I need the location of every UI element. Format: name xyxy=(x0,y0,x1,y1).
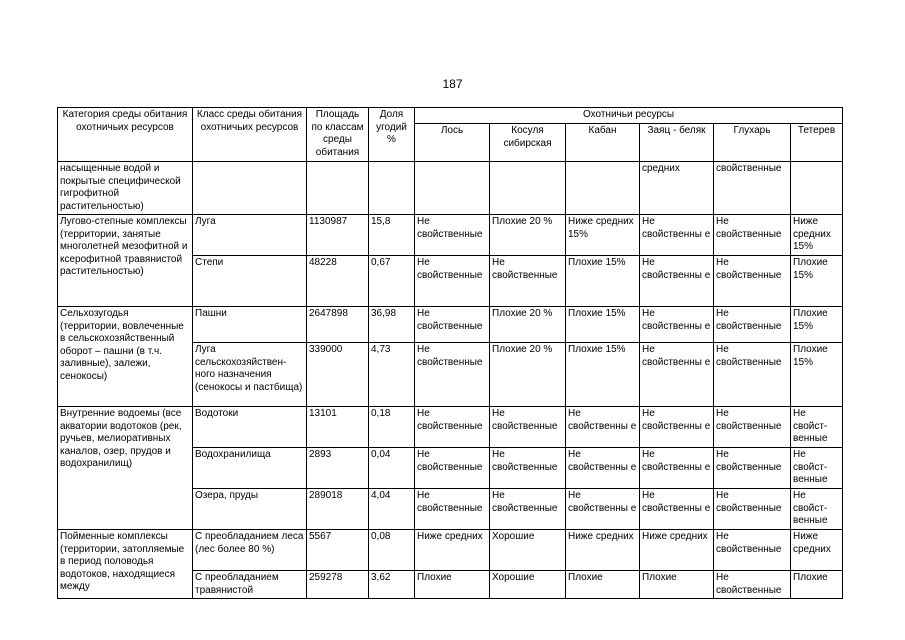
category-cell: насыщенные водой и покрытые специфической гигрофитной растительностью) xyxy=(58,162,193,215)
resource-value-cell: Ниже средних xyxy=(640,530,714,571)
resource-value-cell: Не свойственные xyxy=(415,256,490,307)
resource-value-cell: свойственные xyxy=(714,162,791,215)
resource-value-cell: Плохие 20 % xyxy=(490,307,566,343)
resource-value-cell: Не свойственные xyxy=(714,489,791,530)
table-row xyxy=(58,215,843,256)
resource-value-cell: Ниже средних 15% xyxy=(566,215,640,256)
table-row xyxy=(58,162,843,215)
class-cell: Степи xyxy=(193,256,307,307)
resource-value-cell: Не свойственные xyxy=(415,343,490,407)
class-cell: Водохранилища xyxy=(193,448,307,489)
resource-value-cell: Плохие 15% xyxy=(791,256,843,307)
resource-value-cell: Ниже средних xyxy=(791,530,843,571)
resource-value-cell: Не свойственные xyxy=(714,256,791,307)
resource-value-cell: Плохие 15% xyxy=(791,343,843,407)
category-cell: Пойменные комплексы (территории, затопляемые в период половодья водотоков, находящиеся между xyxy=(58,530,193,599)
resource-value-cell xyxy=(791,162,843,215)
resource-value-cell: Ниже средних xyxy=(415,530,490,571)
area-cell: 339000 xyxy=(307,343,369,407)
header-class: Класс среды обитания охотничьих ресурсов xyxy=(193,108,307,162)
resource-value-cell: Не свойст-венные xyxy=(791,407,843,448)
habitat-table xyxy=(57,107,843,599)
resource-value-cell: Не свойственны е xyxy=(640,489,714,530)
resource-value-cell: Плохие 20 % xyxy=(490,215,566,256)
share-cell: 0,04 xyxy=(369,448,415,489)
header-species-boar: Кабан xyxy=(566,124,640,162)
resource-value-cell xyxy=(566,162,640,215)
area-cell: 289018 xyxy=(307,489,369,530)
class-cell: Водотоки xyxy=(193,407,307,448)
share-cell xyxy=(369,162,415,215)
category-cell: Внутренние водоемы (все акватории водотоков (рек, ручьев, мелиоративных каналов, озер, прудов и водохранилищ) xyxy=(58,407,193,530)
resource-value-cell: Не свойственные xyxy=(714,307,791,343)
resource-value-cell: Не свойственные xyxy=(415,489,490,530)
table-row xyxy=(58,307,843,343)
class-cell: С преобладанием леса (лес более 80 %) xyxy=(193,530,307,571)
class-cell: С преобладанием травянистой xyxy=(193,571,307,599)
area-cell: 1130987 xyxy=(307,215,369,256)
resource-value-cell: Плохие 15% xyxy=(566,343,640,407)
header-resources: Охотничьи ресурсы xyxy=(415,108,843,124)
class-cell: Пашни xyxy=(193,307,307,343)
area-cell: 5567 xyxy=(307,530,369,571)
table-row xyxy=(58,407,843,448)
resource-value-cell: Не свойственные xyxy=(490,448,566,489)
page-number: 187 xyxy=(442,77,463,91)
resource-value-cell: Не свойственные xyxy=(714,215,791,256)
area-cell: 2893 xyxy=(307,448,369,489)
area-cell: 13101 xyxy=(307,407,369,448)
header-area: Площадь по классам среды обитания xyxy=(307,108,369,162)
area-cell: 259278 xyxy=(307,571,369,599)
resource-value-cell: Не свойст-венные xyxy=(791,489,843,530)
resource-value-cell: Не свойственные xyxy=(415,215,490,256)
class-cell xyxy=(193,162,307,215)
share-cell: 15,8 xyxy=(369,215,415,256)
header-species-hare: Заяц - беляк xyxy=(640,124,714,162)
share-cell: 36,98 xyxy=(369,307,415,343)
resource-value-cell: Хорошие xyxy=(490,571,566,599)
resource-value-cell: Не свойственны е xyxy=(640,448,714,489)
header-species-black-grouse: Тетерев xyxy=(791,124,843,162)
resource-value-cell: Не свойственные xyxy=(714,343,791,407)
header-species-roe-deer: Косуля сибирская xyxy=(490,124,566,162)
table-row xyxy=(58,530,843,571)
header-share: Доля угодий % xyxy=(369,108,415,162)
resource-value-cell: Не свойственные xyxy=(490,489,566,530)
share-cell: 4,04 xyxy=(369,489,415,530)
resource-value-cell: Не свойственны е xyxy=(640,215,714,256)
resource-value-cell: Не свойственны е xyxy=(566,489,640,530)
resource-value-cell: Не свойственные xyxy=(714,571,791,599)
resource-value-cell: Плохие 15% xyxy=(566,307,640,343)
resource-value-cell: Не свойственны е xyxy=(566,448,640,489)
area-cell xyxy=(307,162,369,215)
resource-value-cell: Не свойственные xyxy=(714,448,791,489)
resource-value-cell: Не свойственны е xyxy=(640,407,714,448)
header-species-capercaillie: Глухарь xyxy=(714,124,791,162)
resource-value-cell: Не свойственны е xyxy=(640,307,714,343)
resource-value-cell: Не свойст-венные xyxy=(791,448,843,489)
class-cell: Озера, пруды xyxy=(193,489,307,530)
resource-value-cell: средних xyxy=(640,162,714,215)
share-cell: 0,67 xyxy=(369,256,415,307)
resource-value-cell: Не свойственны е xyxy=(566,407,640,448)
resource-value-cell: Плохие 15% xyxy=(791,307,843,343)
resource-value-cell: Плохие 15% xyxy=(566,256,640,307)
resource-value-cell: Не свойственные xyxy=(415,407,490,448)
resource-value-cell: Плохие xyxy=(415,571,490,599)
share-cell: 0,18 xyxy=(369,407,415,448)
header-species-moose: Лось xyxy=(415,124,490,162)
area-cell: 48228 xyxy=(307,256,369,307)
resource-value-cell xyxy=(490,162,566,215)
share-cell: 3,62 xyxy=(369,571,415,599)
resource-value-cell: Не свойственные xyxy=(490,407,566,448)
resource-value-cell: Ниже средних 15% xyxy=(791,215,843,256)
resource-value-cell: Не свойственные xyxy=(714,530,791,571)
resource-value-cell: Не свойственные xyxy=(490,256,566,307)
class-cell: Луга сельскохозяйствен-ного назначения (сенокосы и пастбища) xyxy=(193,343,307,407)
resource-value-cell: Хорошие xyxy=(490,530,566,571)
resource-value-cell: Плохие xyxy=(566,571,640,599)
category-cell: Сельхозугодья (территории, вовлеченные в сельскохозяйственный оборот – пашни (в т.ч. заливные), залежи, сенокосы) xyxy=(58,307,193,407)
resource-value-cell: Не свойственны е xyxy=(640,256,714,307)
share-cell: 4,73 xyxy=(369,343,415,407)
header-category: Категория среды обитания охотничьих ресурсов xyxy=(58,108,193,162)
resource-value-cell: Не свойственные xyxy=(415,307,490,343)
area-cell: 2647898 xyxy=(307,307,369,343)
resource-value-cell xyxy=(415,162,490,215)
resource-value-cell: Ниже средних xyxy=(566,530,640,571)
resource-value-cell: Не свойственны е xyxy=(640,343,714,407)
resource-value-cell: Плохие xyxy=(640,571,714,599)
resource-value-cell: Не свойственные xyxy=(415,448,490,489)
resource-value-cell: Не свойственные xyxy=(714,407,791,448)
class-cell: Луга xyxy=(193,215,307,256)
resource-value-cell: Плохие 20 % xyxy=(490,343,566,407)
share-cell: 0,08 xyxy=(369,530,415,571)
category-cell: Лугово-степные комплексы (территории, занятые многолетней мезофитной и ксерофитной травянистой растительностью) xyxy=(58,215,193,307)
resource-value-cell: Плохие xyxy=(791,571,843,599)
